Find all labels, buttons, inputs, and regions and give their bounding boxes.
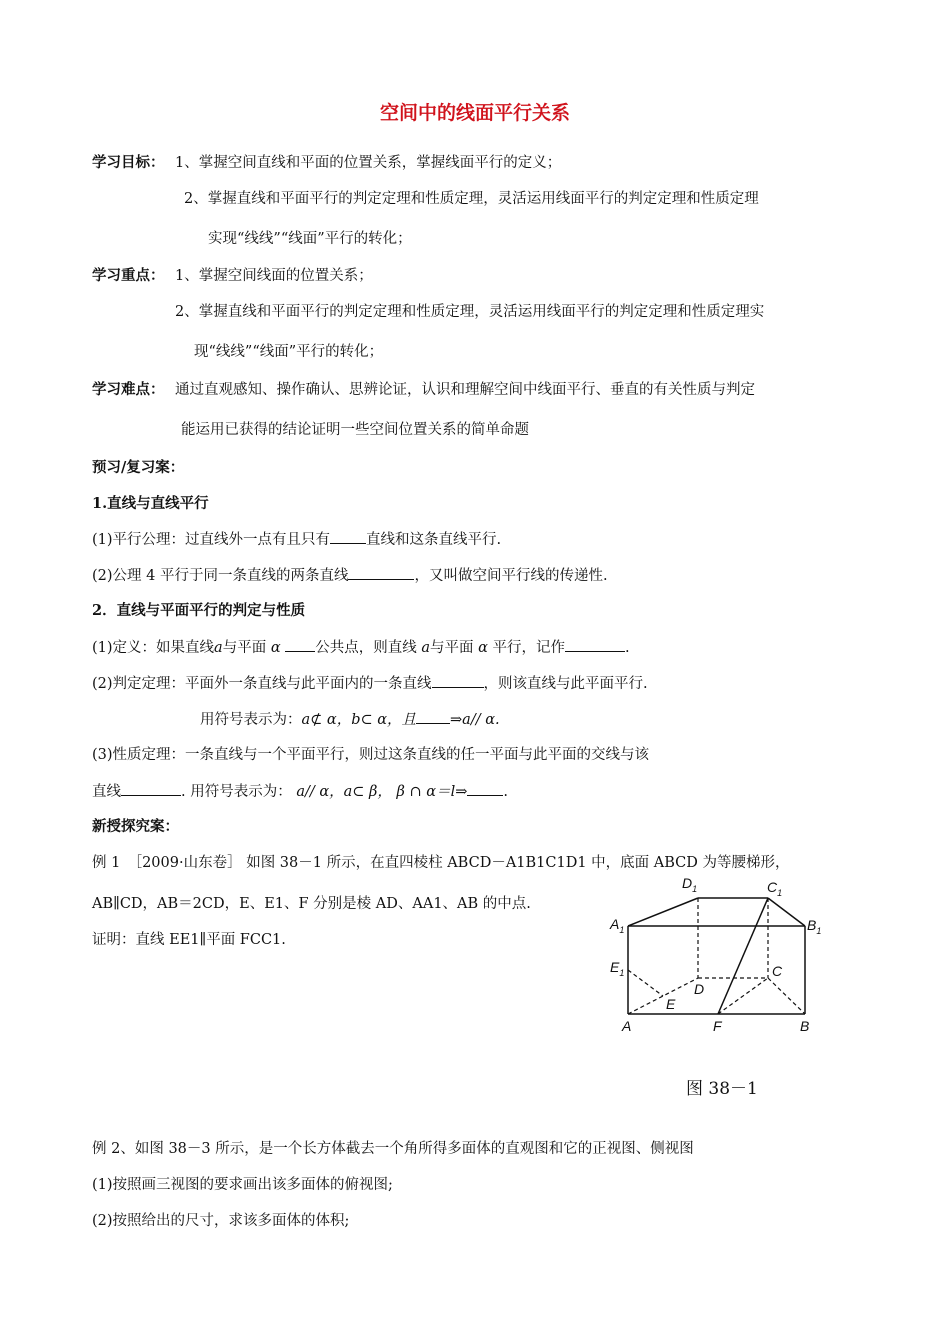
- difficulty-label: 学习难点：: [92, 381, 165, 398]
- example1-line-3: 证明：直线 EE1∥平面 FCC1.: [92, 932, 286, 948]
- section2-definition: (1)定义：如果直线a与平面 α 公共点，则直线 a与平面 α 平行，记作 .: [92, 637, 630, 658]
- goals-label: 学习目标：: [92, 154, 165, 171]
- label-D1: $D_1$: [682, 875, 698, 894]
- section1-heading: 1.直线与直线平行: [92, 495, 209, 512]
- label-A1: $A_1$: [610, 916, 625, 935]
- section2-property-cont: 直线 . 用符号表示为： a// α，a⊂ β， β ∩ α＝l⇒ .: [92, 781, 508, 802]
- label-C1: $C_1$: [767, 879, 783, 898]
- goals-item-2: 2、掌握直线和平面平行的判定定理和性质定理，灵活运用线面平行的判定定理和性质定理: [184, 191, 759, 207]
- figure-caption: 图 38－1: [686, 1079, 758, 1099]
- example2-line-1: 例 2、如图 38－3 所示，是一个长方体截去一个角所得多面体的直观图和它的正视图、侧视图: [92, 1141, 694, 1157]
- section1-item-1: (1)平行公理：过直线外一点有且只有 直线和这条直线平行.: [92, 529, 501, 550]
- section2-property: (3)性质定理：一条直线与一个平面平行，则过这条直线的任一平面与此平面的交线与该: [92, 747, 650, 763]
- example2-question-1: (1)按照画三视图的要求画出该多面体的俯视图;: [92, 1177, 393, 1193]
- key-points-item-2-cont: 现“线线”“线面”平行的转化；: [194, 344, 384, 360]
- key-points-item-2: 2、掌握直线和平面平行的判定定理和性质定理，灵活运用线面平行的判定定理和性质定理实: [175, 304, 765, 320]
- key-points-label: 学习重点：: [92, 267, 165, 284]
- section2-judgement: (2)判定定理：平面外一条直线与此平面内的一条直线 ，则该直线与此平面平行.: [92, 673, 648, 694]
- section2-symbol: 用符号表示为：a⊄ α，b⊂ α，且 ⇒a// α.: [200, 709, 500, 730]
- section2-heading: 2．直线与平面平行的判定与性质: [92, 602, 306, 619]
- example1-line-1: 例 1 ［2009·山东卷］ 如图 38－1 所示，在直四棱柱 ABCD－A1B1C1D1 中，底面 ABCD 为等腰梯形，: [92, 855, 790, 871]
- preview-heading: 预习/复习案：: [92, 459, 185, 476]
- prism-figure: [600, 868, 840, 1038]
- label-E1: $E_1$: [610, 959, 625, 978]
- prism-diagram: [600, 868, 840, 1038]
- key-points-item-1: 1、掌握空间线面的位置关系；: [175, 268, 373, 284]
- label-B1: $B_1$: [807, 917, 822, 936]
- label-E: E: [666, 996, 676, 1012]
- difficulty-text-1: 通过直观感知、操作确认、思辨论证，认识和理解空间中线面平行、垂直的有关性质与判定: [175, 382, 755, 398]
- example2-question-2: (2)按照给出的尺寸，求该多面体的体积;: [92, 1213, 350, 1229]
- example1-line-2: AB∥CD，AB＝2CD，E、E1、F 分别是棱 AD、AA1、AB 的中点.: [92, 896, 531, 912]
- label-B: B: [800, 1018, 810, 1034]
- label-C: C: [772, 963, 783, 979]
- section1-item-2: (2)公理 4 平行于同一条直线的两条直线 ，又叫做空间平行线的传递性.: [92, 565, 608, 586]
- page-title: 空间中的线面平行关系: [379, 102, 570, 124]
- label-D: D: [694, 981, 705, 997]
- label-F: F: [713, 1018, 722, 1034]
- new-heading: 新授探究案：: [92, 818, 179, 835]
- goals-item-1: 1、掌握空间直线和平面的位置关系，掌握线面平行的定义；: [175, 155, 562, 171]
- goals-item-2-cont: 实现“线线”“线面”平行的转化；: [208, 231, 412, 247]
- difficulty-text-2: 能运用已获得的结论证明一些空间位置关系的简单命题: [181, 422, 529, 438]
- label-A: A: [622, 1018, 632, 1034]
